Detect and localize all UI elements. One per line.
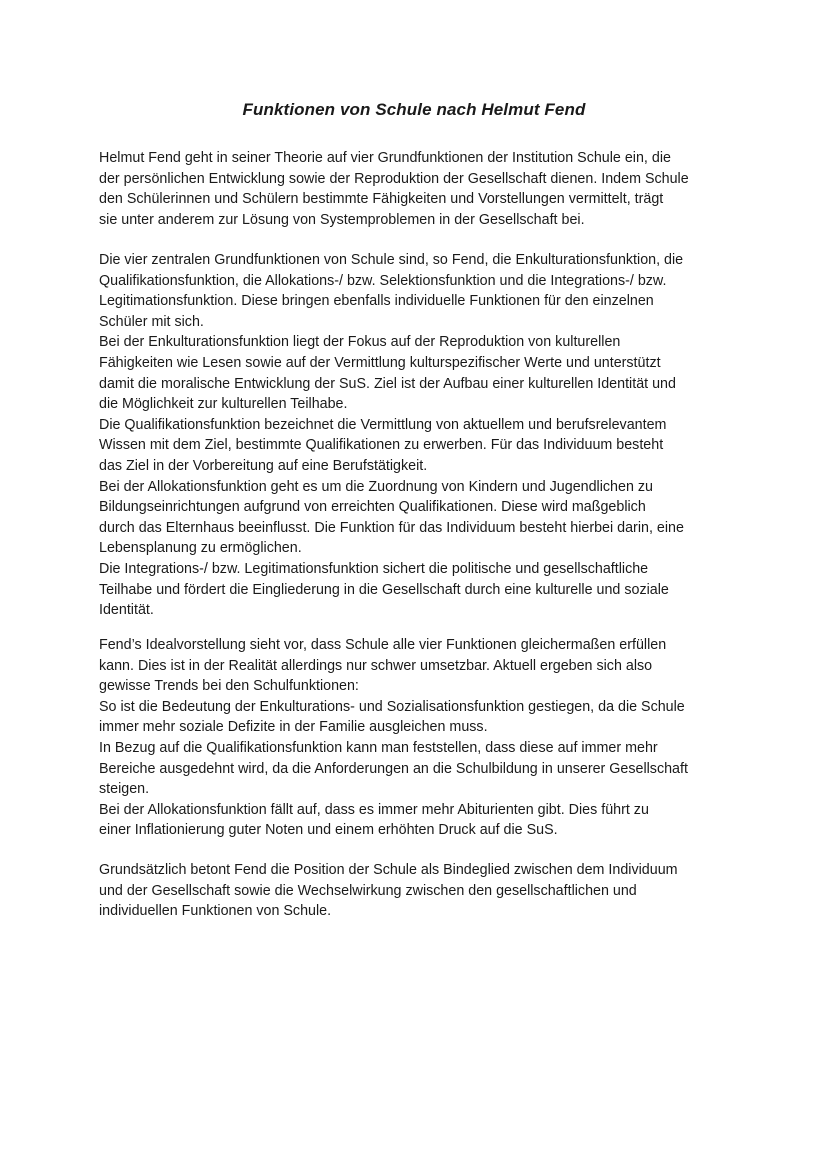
text-line: das Ziel in der Vorbereitung auf eine Berufstätigkeit. xyxy=(99,457,428,474)
text-line: Wissen mit dem Ziel, bestimmte Qualifikationen zu erwerben. Für das Individuum besteht xyxy=(99,437,664,454)
text-line: Fähigkeiten wie Lesen sowie auf der Vermittlung kulturspezifischer Werte und unterstützt xyxy=(99,354,661,371)
text-line: kann. Dies ist in der Realität allerdings nur schwer umsetzbar. Aktuell ergeben sich also xyxy=(99,657,653,674)
text-line: Bei der Enkulturationsfunktion liegt der Fokus auf der Reproduktion von kulturellen xyxy=(99,334,621,351)
text-line: Helmut Fend geht in seiner Theorie auf vier Grundfunktionen der Institution Schule ein, die xyxy=(99,150,671,166)
text-line: den Schülerinnen und Schülern bestimmte Fähigkeiten und Vorstellungen vermittelt, trägt xyxy=(99,191,664,208)
text-line: Schüler mit sich. xyxy=(99,313,204,330)
text-line: einer Inflationierung guter Noten und einem erhöhten Druck auf die SuS. xyxy=(99,822,558,839)
text-line: Die vier zentralen Grundfunktionen von Schule sind, so Fend, die Enkulturationsfunktion, die xyxy=(99,252,684,268)
text-line: Bereiche ausgedehnt wird, da die Anforderungen an die Schulbildung in unserer Gesellschaft xyxy=(99,760,688,777)
text-line: die Möglichkeit zur kulturellen Teilhabe. xyxy=(99,396,348,413)
text-line: In Bezug auf die Qualifikationsfunktion kann man feststellen, dass diese auf immer mehr xyxy=(99,739,658,756)
paragraph-introduction xyxy=(99,148,739,230)
paragraph-grundfunktionen xyxy=(99,250,739,621)
text-line: sie unter anderem zur Lösung von Systemproblemen in der Gesellschaft bei. xyxy=(99,211,585,228)
text-line: Identität. xyxy=(99,602,154,619)
text-line: der persönlichen Entwicklung sowie der Reproduktion der Gesellschaft dienen. Indem Schule xyxy=(99,170,689,187)
text-line: Grundsätzlich betont Fend die Position der Schule als Bindeglied zwischen dem Individuum xyxy=(99,862,678,878)
text-line: So ist die Bedeutung der Enkulturations- und Sozialisationsfunktion gestiegen, da die Schule xyxy=(99,698,685,715)
text-line: Legitimationsfunktion. Diese bringen ebenfalls individuelle Funktionen für den einzelnen xyxy=(99,293,654,310)
text-line: Bildungseinrichtungen aufgrund von erreichten Qualifikationen. Diese wird maßgeblich xyxy=(99,499,646,516)
text-line: Teilhabe und fördert die Eingliederung in die Gesellschaft durch eine kulturelle und soziale xyxy=(99,581,669,598)
text-line: Fend’s Idealvorstellung sieht vor, dass Schule alle vier Funktionen gleichermaßen erfüllen xyxy=(99,637,667,653)
text-line: Bei der Allokationsfunktion fällt auf, dass es immer mehr Abiturienten gibt. Dies führt zu xyxy=(99,801,649,818)
document-title: Funktionen von Schule nach Helmut Fend xyxy=(242,100,586,119)
text-line: Die Qualifikationsfunktion bezeichnet die Vermittlung von aktuellem und berufsrelevantem xyxy=(99,416,667,433)
text-line: durch das Elternhaus beeinflusst. Die Funktion für das Individuum besteht hierbei darin, eine xyxy=(99,519,684,536)
text-line: immer mehr soziale Defizite in der Familie ausgleichen muss. xyxy=(99,719,488,736)
text-line: und der Gesellschaft sowie die Wechselwirkung zwischen den gesellschaftlichen und xyxy=(99,882,637,899)
text-line: damit die moralische Entwicklung der SuS. Ziel ist der Aufbau einer kulturellen Identität und xyxy=(99,375,676,392)
text-line: individuellen Funktionen von Schule. xyxy=(99,903,332,920)
paragraph-conclusion xyxy=(99,860,739,922)
text-line: Qualifikationsfunktion, die Allokations-/ bzw. Selektionsfunktion und die Integrations-/ bzw. xyxy=(99,272,667,289)
text-line: Bei der Allokationsfunktion geht es um die Zuordnung von Kindern und Jugendlichen zu xyxy=(99,478,653,495)
text-line: Die Integrations-/ bzw. Legitimationsfunktion sichert die politische und gesellschaftliche xyxy=(99,560,649,577)
text-line: gewisse Trends bei den Schulfunktionen: xyxy=(99,678,359,695)
paragraph-trends xyxy=(99,635,739,841)
text-line: Lebensplanung zu ermöglichen. xyxy=(99,540,302,557)
text-line: steigen. xyxy=(99,781,150,798)
